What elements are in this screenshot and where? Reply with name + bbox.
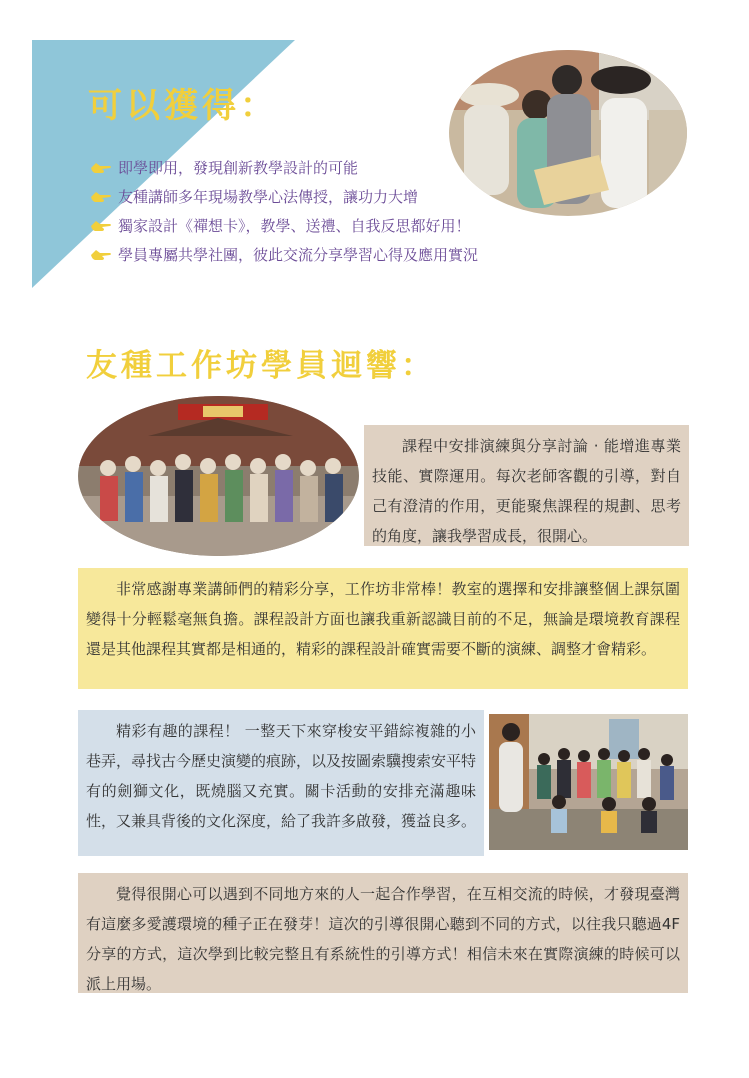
benefit-text: 學員專屬共學社團，彼此交流分享學習心得及應用實況	[118, 246, 479, 264]
pointing-hand-icon	[90, 190, 112, 204]
benefit-item	[90, 182, 478, 211]
benefit-text: 獨家設計《禪想卡》，教學、送禮、自我反思都好用！	[118, 217, 471, 235]
feedback-heading: 友種工作坊學員迴響：	[86, 348, 436, 384]
pointing-hand-icon	[90, 219, 112, 233]
workshop-photo-cards	[449, 50, 687, 216]
pointing-hand-icon	[90, 248, 112, 262]
benefits-list	[90, 153, 478, 269]
benefit-text: 友種講師多年現場教學心法傳授，讓功力大增	[118, 188, 419, 206]
testimonial-card	[78, 710, 484, 856]
benefit-item	[90, 240, 478, 269]
benefit-item	[90, 153, 478, 182]
workshop-photo-street	[489, 714, 688, 850]
benefit-text: 即學即用，發現創新教學設計的可能	[118, 159, 359, 177]
testimonial-text: 精彩有趣的課程！ 一整天下來穿梭安平錯綜複雜的小巷弄，尋找古今歷史演變的痕跡，以及按圖索驥搜索安平特有的劍獅文化，既燒腦又充實。關卡活動的安排充滿趣味性，又兼具背後的文化深度，給了我許多啟發，獲益良多。	[86, 722, 477, 830]
testimonial-card	[78, 568, 688, 689]
benefits-heading: 可以獲得：	[88, 86, 278, 126]
testimonial-card	[78, 873, 688, 993]
pointing-hand-icon	[90, 161, 112, 175]
benefit-item	[90, 211, 478, 240]
testimonial-text: 覺得很開心可以遇到不同地方來的人一起合作學習，在互相交流的時候，才發現臺灣有這麼多愛護環境的種子正在發芽！這次的引導很開心聽到不同的方式，以往我只聽過4F分享的方式，這次學到比較完整且有系統性的引導方式！相信未來在實際演練的時候可以派上用場。	[86, 885, 680, 993]
testimonial-text: 課程中安排演練與分享討論 · 能增進專業技能、實際運用。每次老師客觀的引導，對自己有澄清的作用，更能聚焦課程的規劃、思考的角度，讓我學習成長，很開心。	[372, 437, 681, 545]
testimonial-text: 非常感謝專業講師們的精彩分享，工作坊非常棒！教室的選擇和安排讓整個上課氛圍變得十分輕鬆毫無負擔。課程設計方面也讓我重新認識目前的不足，無論是環境教育課程還是其他課程其實都是相通的，精彩的課程設計確實需要不斷的演練、調整才會精彩。	[86, 580, 680, 658]
workshop-photo-group	[78, 396, 359, 556]
testimonial-card	[364, 425, 689, 546]
